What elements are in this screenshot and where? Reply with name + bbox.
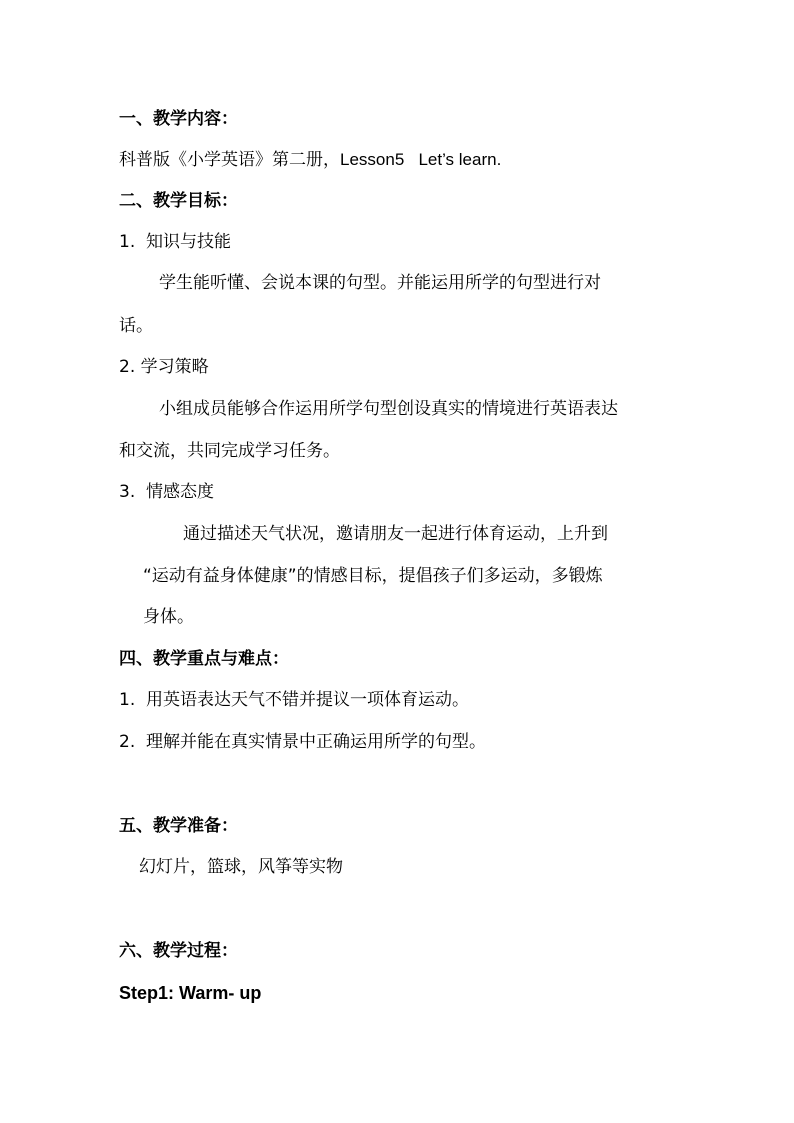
knowledge-body-line-1: 学生能听懂、会说本课的句型。并能运用所学的句型进行对 — [159, 273, 601, 293]
step-1-heading: Step1: Warm- up — [119, 983, 262, 1003]
section-heading-content: 一、教学内容： — [119, 109, 238, 129]
strategy-body-line-2: 和交流，共同完成学习任务。 — [119, 441, 340, 461]
attitude-body-line-3: 身体。 — [143, 607, 194, 627]
preparation-body: 幻灯片，篮球，风筝等实物 — [139, 857, 343, 877]
attitude-body-line-2: “运动有益身体健康”的情感目标，提倡孩子们多运动，多锻炼 — [143, 566, 603, 586]
strategy-body-line-1: 小组成员能够合作运用所学句型创设真实的情境进行英语表达 — [159, 399, 618, 419]
attitude-body-line-1: 通过描述天气状况，邀请朋友一起进行体育运动，上升到 — [183, 524, 608, 544]
section-heading-objectives: 二、教学目标： — [119, 191, 238, 211]
knowledge-body-line-2: 话。 — [119, 316, 153, 336]
content-text-en: Lesson5 Let’s learn. — [340, 150, 502, 169]
section-heading-keypoints: 四、教学重点与难点： — [119, 649, 289, 669]
subheading-attitude: 3. 情感态度 — [119, 482, 215, 502]
subheading-strategy: 2. 学习策略 — [119, 357, 209, 377]
keypoint-item-2: 2. 理解并能在真实情景中正确运用所学的句型。 — [119, 732, 487, 752]
subheading-knowledge: 1. 知识与技能 — [119, 232, 232, 252]
content-text-cn: 科普版《小学英语》第二册， — [119, 150, 340, 170]
section-heading-process: 六、教学过程： — [119, 941, 238, 961]
keypoint-item-1: 1. 用英语表达天气不错并提议一项体育运动。 — [119, 690, 470, 710]
content-text — [119, 149, 501, 171]
section-heading-preparation: 五、教学准备： — [119, 816, 238, 836]
